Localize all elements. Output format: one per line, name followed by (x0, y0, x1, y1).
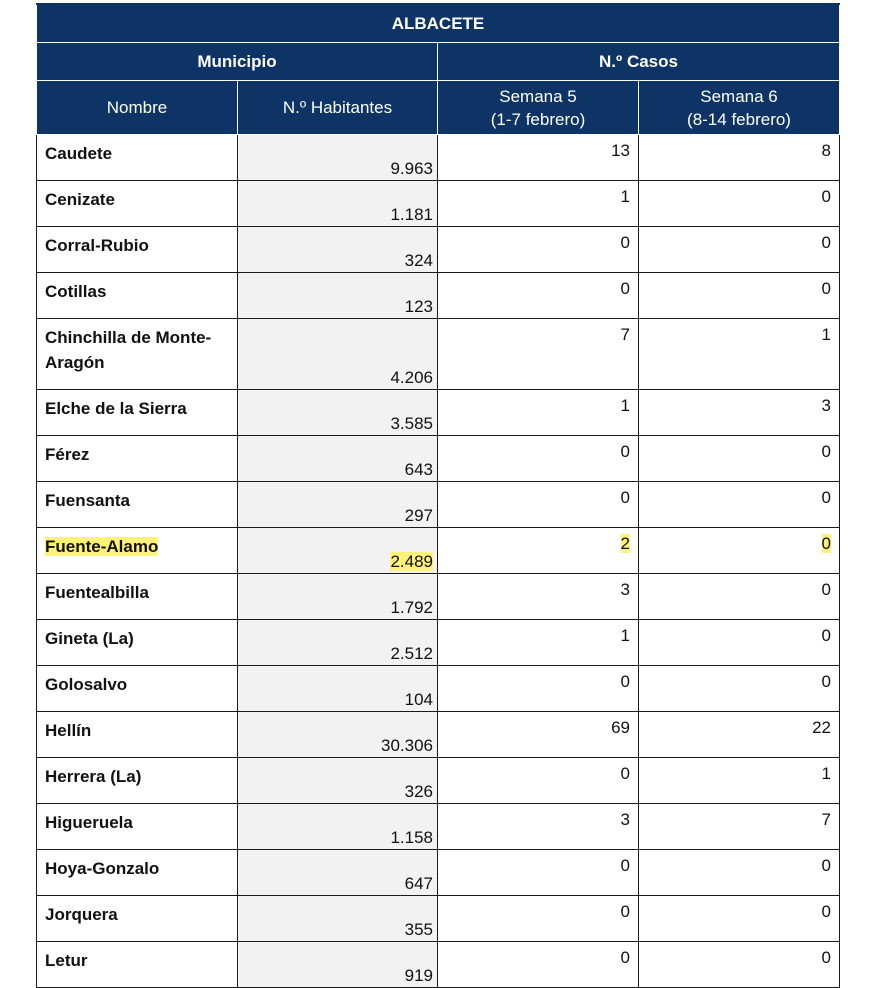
week6-cases-value: 0 (821, 279, 831, 298)
table-title: ALBACETE (37, 4, 840, 43)
week6-cases-value: 0 (821, 534, 831, 553)
week5-cases-value: 1 (620, 626, 630, 645)
week5-cases-value: 0 (620, 902, 630, 921)
table-row (37, 712, 840, 758)
week6-cases-value: 7 (821, 810, 831, 829)
week6-cases-value: 0 (821, 626, 831, 645)
municipality-name-cell (37, 135, 238, 181)
semana6-column-header (639, 81, 840, 135)
population-value: 919 (404, 966, 433, 985)
week5-cases-cell (438, 942, 639, 988)
week5-cases-cell (438, 896, 639, 942)
week5-cases-value: 3 (620, 810, 630, 829)
week5-cases-cell (438, 135, 639, 181)
week5-cases-cell (438, 574, 639, 620)
municipality-name-value: Hoya-Gonzalo (45, 859, 160, 878)
population-cell (238, 181, 438, 227)
week6-cases-value: 0 (821, 580, 831, 599)
week6-cases-value: 22 (812, 718, 831, 737)
municipality-name-cell (37, 574, 238, 620)
week6-cases-value: 8 (821, 141, 831, 160)
population-value: 355 (404, 920, 433, 939)
municipality-name-cell (37, 390, 238, 436)
week5-cases-cell (438, 712, 639, 758)
week5-cases-cell (438, 319, 639, 390)
municipality-name-value: Higueruela (45, 813, 133, 832)
municipality-name-cell (37, 227, 238, 273)
week5-cases-cell (438, 804, 639, 850)
population-value: 104 (404, 690, 433, 709)
week6-cases-cell (639, 181, 840, 227)
municipality-name-value: Fuentealbilla (45, 583, 149, 602)
municipality-name-value: Férez (45, 445, 90, 464)
nombre-column-header: Nombre (37, 81, 238, 135)
week5-cases-cell (438, 482, 639, 528)
population-cell (238, 227, 438, 273)
population-value: 1.158 (390, 828, 433, 847)
municipality-name-value: Jorquera (45, 905, 118, 924)
week5-cases-cell (438, 758, 639, 804)
cases-table (36, 3, 840, 988)
week6-cases-cell (639, 528, 840, 574)
week5-cases-value: 3 (620, 580, 630, 599)
municipality-name-cell (37, 620, 238, 666)
population-cell (238, 135, 438, 181)
population-cell (238, 436, 438, 482)
municipality-name-cell (37, 181, 238, 227)
week5-cases-cell (438, 436, 639, 482)
week6-cases-cell (639, 758, 840, 804)
population-value: 9.963 (390, 159, 433, 178)
municipality-name-cell (37, 482, 238, 528)
semana5-range: (1-7 febrero) (490, 109, 586, 129)
week5-cases-cell (438, 850, 639, 896)
municipality-name-value: Herrera (La) (45, 767, 142, 786)
week6-cases-cell (639, 666, 840, 712)
table-row (37, 896, 840, 942)
population-value: 643 (404, 460, 433, 479)
week6-cases-cell (639, 319, 840, 390)
week5-cases-cell (438, 528, 639, 574)
week5-cases-value: 0 (620, 764, 630, 783)
week6-cases-cell (639, 273, 840, 319)
week5-cases-value: 0 (620, 948, 630, 967)
week5-cases-value: 1 (620, 396, 630, 415)
municipality-name-value: Caudete (45, 144, 113, 163)
municipality-name-cell (37, 712, 238, 758)
population-value: 1.792 (390, 598, 433, 617)
table-row (37, 273, 840, 319)
table-row (37, 620, 840, 666)
population-cell (238, 712, 438, 758)
week5-cases-value: 0 (620, 233, 630, 252)
municipality-name-value: Elche de la Sierra (45, 399, 187, 418)
week6-cases-value: 3 (821, 396, 831, 415)
municipality-name-cell (37, 666, 238, 712)
casos-group-header: N.º Casos (438, 43, 840, 81)
table-row (37, 227, 840, 273)
population-value: 4.206 (390, 368, 433, 387)
week5-cases-cell (438, 390, 639, 436)
population-cell (238, 942, 438, 988)
week6-cases-cell (639, 942, 840, 988)
week5-cases-cell (438, 181, 639, 227)
week6-cases-cell (639, 227, 840, 273)
week6-cases-cell (639, 850, 840, 896)
week5-cases-value: 69 (611, 718, 630, 737)
week5-cases-cell (438, 273, 639, 319)
municipality-name-cell (37, 804, 238, 850)
municipality-name-cell (37, 758, 238, 804)
week5-cases-value: 7 (620, 325, 630, 344)
table-row (37, 574, 840, 620)
municipality-name-value: Gineta (La) (45, 629, 134, 648)
population-cell (238, 574, 438, 620)
municipality-name-value: Golosalvo (45, 675, 128, 694)
semana6-range: (8-14 febrero) (687, 109, 791, 129)
table-row (37, 666, 840, 712)
week6-cases-cell (639, 896, 840, 942)
municipality-name-cell (37, 528, 238, 574)
table-row (37, 850, 840, 896)
week6-cases-value: 0 (821, 233, 831, 252)
municipality-name-cell (37, 319, 238, 390)
semana6-label: Semana 6 (700, 86, 778, 106)
week5-cases-cell (438, 620, 639, 666)
week6-cases-cell (639, 804, 840, 850)
week6-cases-value: 1 (821, 325, 831, 344)
population-value: 123 (404, 297, 433, 316)
population-cell (238, 804, 438, 850)
table-row (37, 181, 840, 227)
municipality-name-value: Letur (45, 951, 88, 970)
week5-cases-value: 0 (620, 442, 630, 461)
week5-cases-cell (438, 227, 639, 273)
population-cell (238, 850, 438, 896)
municipality-name-cell (37, 273, 238, 319)
municipality-name-value: Cenizate (45, 190, 115, 209)
table-body (37, 135, 840, 988)
semana5-label: Semana 5 (499, 86, 577, 106)
week6-cases-cell (639, 436, 840, 482)
week5-cases-value: 0 (620, 856, 630, 875)
population-cell (238, 896, 438, 942)
week6-cases-value: 0 (821, 672, 831, 691)
week6-cases-cell (639, 712, 840, 758)
population-cell (238, 528, 438, 574)
population-value: 297 (404, 506, 433, 525)
table-row (37, 804, 840, 850)
municipality-name-value: Fuente-Alamo (45, 537, 159, 556)
population-cell (238, 620, 438, 666)
habitantes-column-header: N.º Habitantes (238, 81, 438, 135)
week5-cases-value: 13 (611, 141, 630, 160)
week5-cases-value: 0 (620, 488, 630, 507)
table-row (37, 528, 840, 574)
week5-cases-value: 0 (620, 279, 630, 298)
population-value: 2.512 (390, 644, 433, 663)
semana5-column-header (438, 81, 639, 135)
week6-cases-cell (639, 620, 840, 666)
municipality-name-value: Hellín (45, 721, 92, 740)
population-value: 324 (404, 251, 433, 270)
week5-cases-cell (438, 666, 639, 712)
week6-cases-value: 0 (821, 948, 831, 967)
population-value: 647 (404, 874, 433, 893)
population-value: 2.489 (390, 552, 433, 571)
population-cell (238, 482, 438, 528)
municipio-group-header: Municipio (37, 43, 438, 81)
week6-cases-value: 0 (821, 442, 831, 461)
week6-cases-cell (639, 135, 840, 181)
population-value: 1.181 (390, 205, 433, 224)
table-row (37, 135, 840, 181)
week6-cases-value: 0 (821, 902, 831, 921)
municipality-name-cell (37, 436, 238, 482)
population-cell (238, 273, 438, 319)
week6-cases-value: 0 (821, 187, 831, 206)
population-cell (238, 758, 438, 804)
table-row (37, 758, 840, 804)
municipality-name-cell (37, 896, 238, 942)
municipality-name-cell (37, 942, 238, 988)
week6-cases-cell (639, 574, 840, 620)
municipality-name-value: Cotillas (45, 282, 107, 301)
population-cell (238, 666, 438, 712)
population-value: 326 (404, 782, 433, 801)
week6-cases-cell (639, 482, 840, 528)
municipality-name-value: Corral-Rubio (45, 236, 149, 255)
table-row (37, 319, 840, 390)
week6-cases-value: 1 (821, 764, 831, 783)
table-row (37, 390, 840, 436)
table-row (37, 482, 840, 528)
week5-cases-value: 1 (620, 187, 630, 206)
population-value: 3.585 (390, 414, 433, 433)
municipality-name-value: Chinchilla de Monte-Aragón (45, 328, 212, 372)
population-cell (238, 319, 438, 390)
municipality-name-value: Fuensanta (45, 491, 131, 510)
table-row (37, 436, 840, 482)
municipality-name-cell (37, 850, 238, 896)
week5-cases-value: 2 (620, 534, 630, 553)
week6-cases-value: 0 (821, 488, 831, 507)
week5-cases-value: 0 (620, 672, 630, 691)
table-row (37, 942, 840, 988)
week6-cases-value: 0 (821, 856, 831, 875)
week6-cases-cell (639, 390, 840, 436)
population-cell (238, 390, 438, 436)
population-value: 30.306 (381, 736, 433, 755)
